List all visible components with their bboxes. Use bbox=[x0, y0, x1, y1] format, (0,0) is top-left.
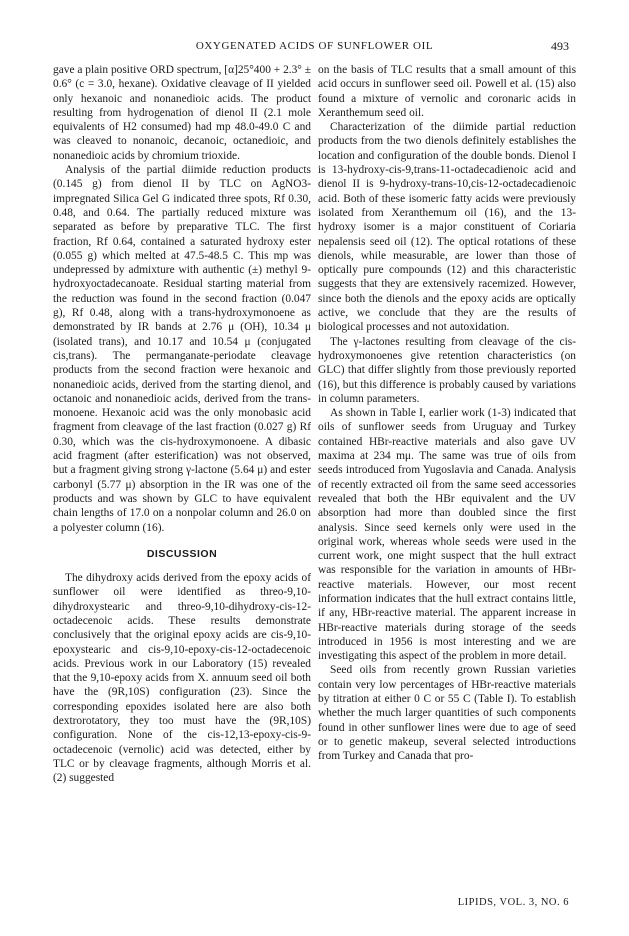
paragraph: Analysis of the partial diimide reduction products (0.145 g) from dienol II by TLC on AgNO3-impregnated Silica Gel G indicated three spots, Rf 0.30, 0.48, and 0.64. The partially reduced mixture was separated as before by preparative TLC. The first fraction, Rf 0.64, contained a saturated hydroxy ester (0.055 g) which melted at 47.5-48.5 C. This mp was undepressed by admixture with authentic (±) methyl 9-hydroxyoctadecanoate. Residual starting material from the reduction was found in the second fraction (0.047 g), Rf 0.48, along with a trans-hydroxymonoene as demonstrated by IR bands at 2.76 μ (OH), 10.34 μ (isolated trans), and 10.17 and 10.54 μ (conjugated cis,trans). The permanganate-periodate cleavage products from the second fraction were hexanoic and nonanedioic acids, derived from the starting dienol, and octanoic and nonanedioic acids, derived from the trans-monoene. Hexanoic acid was the only monobasic acid fragment from cleavage of the last fraction (0.027 g) Rf 0.30, which was the cis-hydroxymonoene. A dibasic acid fragment (after esterification) was not observed, but a fragment giving strong γ-lactone (5.64 μ) and ester carbonyl (5.77 μ) absorption in the IR was one of the products and was shown by GLC to have equivalent chain lengths of 17.0 on a nonpolar column and 26.0 on a polyester column (16). bbox=[53, 164, 311, 534]
page-number: 493 bbox=[551, 39, 569, 53]
paragraph: on the basis of TLC results that a small amount of this acid occurs in sunflower seed oil. Powell et al. (15) also found a mixture of vernolic and coronaric acids in Xeranthemum seed oil. bbox=[318, 64, 576, 119]
section-heading-discussion: DISCUSSION bbox=[146, 547, 218, 560]
running-title: OXYGENATED ACIDS OF SUNFLOWER OIL bbox=[195, 40, 434, 52]
right-column bbox=[318, 63, 576, 764]
paragraph: Characterization of the diimide partial reduction products from the two dienols definitely establishes the location and configuration of the double bonds. Dienol I is 13-hydroxy-cis-9,trans-11-octadecadienoic acid and dienol II is 9-hydroxy-trans-10,cis-12-octadecadienoic acid. Both of these isomeric fatty acids were previously isolated from Xeranthemum oil (16), and the 13-hydroxy isomer is a major constituent of Coriaria nepalensis seed oil (12). The optical rotations of these dienols, while measurable, are lower than those of optically pure compounds (12) and this characteristic suggests that they are extensively racemized. However, since both the dienols and the epoxy acids are optically active, we conclude that they are the results of biological processes and not autoxidation. bbox=[318, 121, 576, 334]
paragraph: The γ-lactones resulting from cleavage of the cis-hydroxymonoenes give retention characteristics (on GLC) that differ slightly from those previously reported (16), but this difference is probably caused by variations in column parameters. bbox=[318, 335, 576, 405]
paragraph: As shown in Table I, earlier work (1-3) indicated that oils of sunflower seeds from Uruguay and Turkey contained HBr-reactive materials and also gave UV maxima at 234 mμ. The same was true of oils from seeds introduced from Yugoslavia and Canada. Analysis of recently extracted oil from the same seed accessories revealed that both the HBr equivalent and the UV absorption had more than doubled since the first analysis. Since seed kernels only were used in the original work, whereas whole seeds were used in the current work, one might suspect that the hull extract was responsible for the variation in amounts of HBr-reactive materials. However, our most recent information indicates that the hull extract contains little, if any, HBr-reactive material. The apparent increase in HBr-reactive materials during storage of the seeds introduced in 1956 is most interesting and we are investigating this aspect of the problem in more detail. bbox=[318, 407, 576, 663]
left-column bbox=[53, 63, 311, 786]
paragraph: gave a plain positive ORD spectrum, [α]25°400 + 2.3° ± 0.6° (c = 3.0, hexane). Oxidative cleavage of II yielded only hexanoic and nonanedioic acids. The product resulting from hydrogenation of dienol II (2.1 mole equivalents of H2 consumed) had mp 48.0-49.0 C and was cleaved to nonanoic, decanoic, octanedioic, and nonanedioic acids by chromium trioxide. bbox=[53, 64, 311, 162]
journal-footer: LIPIDS, VOL. 3, NO. 6 bbox=[457, 897, 569, 908]
paragraph: Seed oils from recently grown Russian varieties contain very low percentages of HBr-reactive materials by titration at either 0 C or 55 C (Table I). To establish whether the much larger quantities of such components found in other sunflower lines were due to age of seed or to genetic makeup, several selected introductions from Turkey and Canada that pro- bbox=[318, 664, 576, 763]
paragraph: The dihydroxy acids derived from the epoxy acids of sunflower oil were identified as threo-9,10-dihydroxystearic and threo-9,10-dihydroxy-cis-12-octadecenoic acids. These results demonstrate conclusively that the original epoxy acids are cis-9,10-epoxystearic and cis-9,10-epoxy-cis-12-octadecenoic acids. Previous work in our Laboratory (15) revealed that the 9,10-epoxy acids from X. annuum seed oil both have the (9R,10S) configuration (23). Since the corresponding epoxides isolated here are also both dextrorotatory, they too must have the (9R,10S) configuration. None of the cis-12,13-epoxy-cis-9-octadecenoic (vernolic) acid was detected, either by TLC or by cleavage fragments, although Morris et al. (2) suggested bbox=[53, 572, 311, 785]
